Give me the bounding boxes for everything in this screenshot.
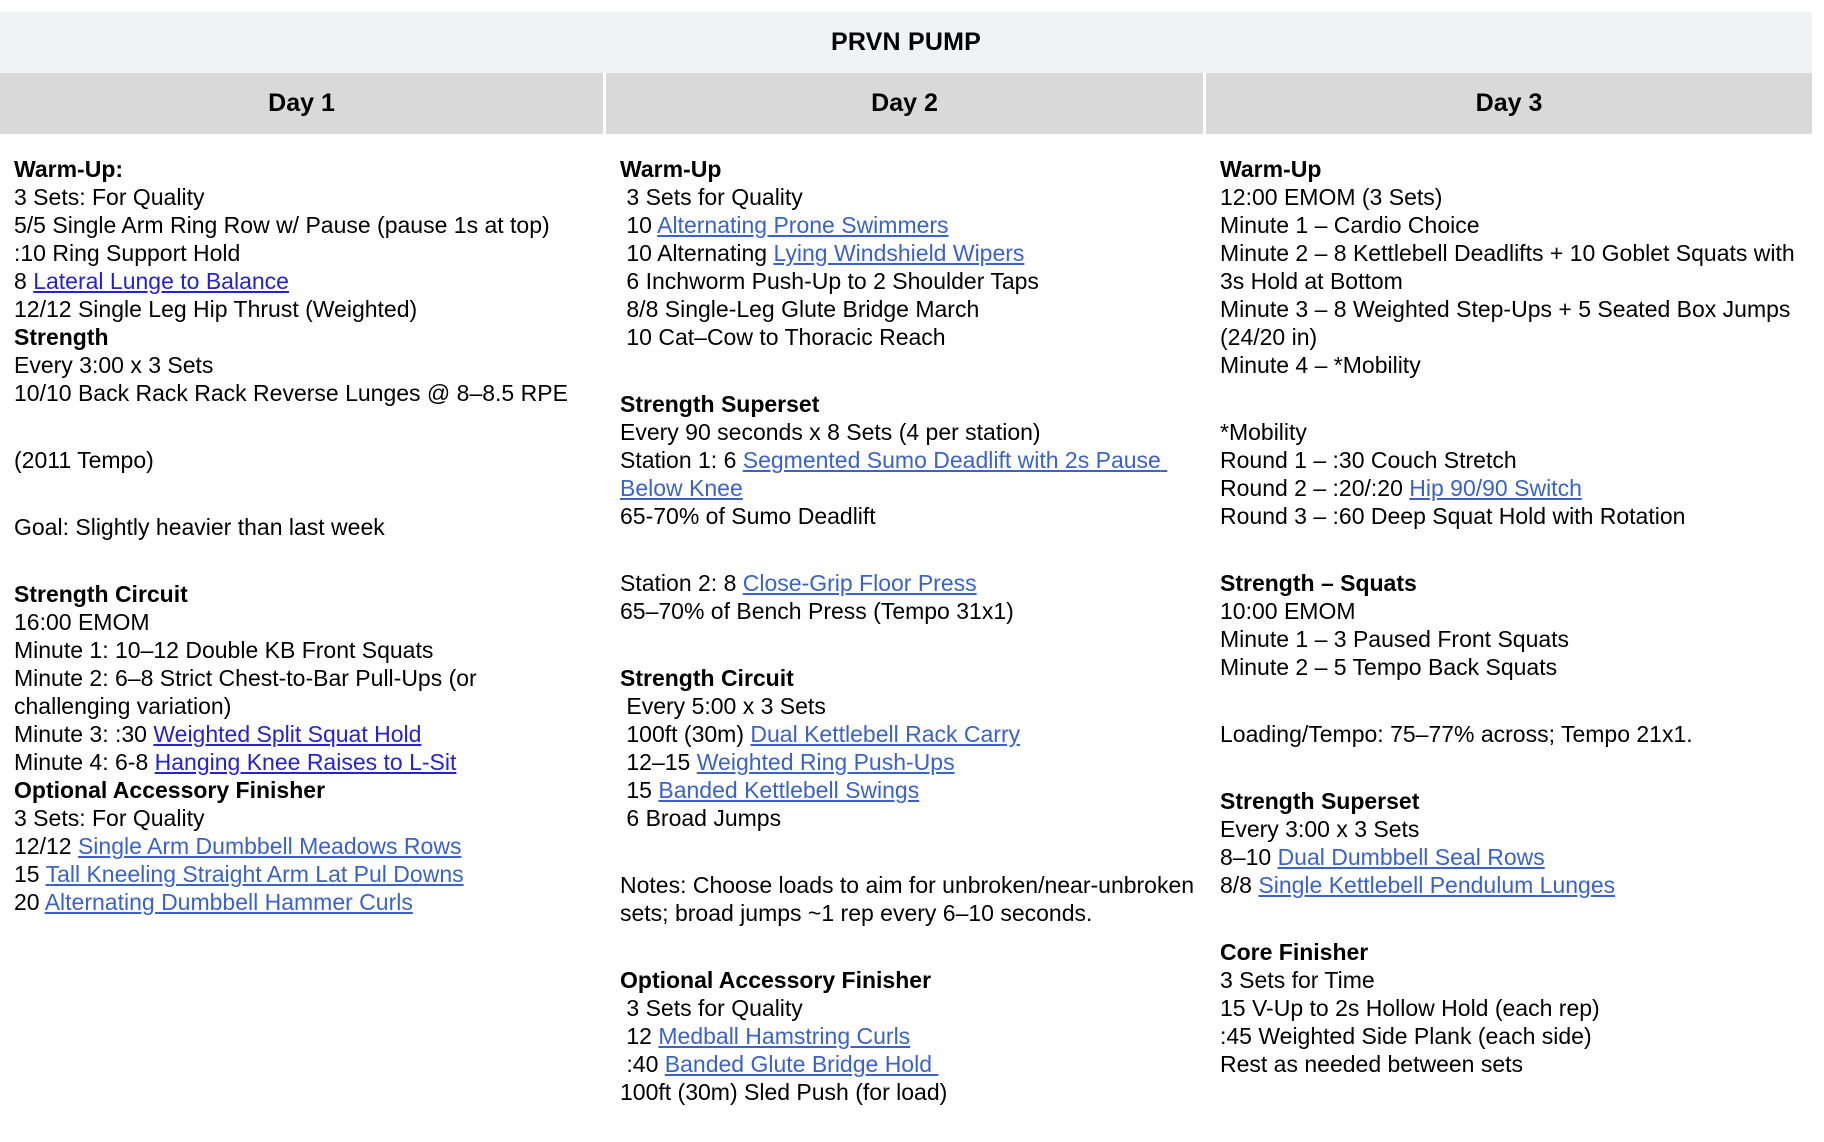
program-text: 10 Alternating: [620, 240, 774, 266]
program-line: [1220, 295, 1804, 351]
program-line: [1220, 597, 1804, 625]
day-header-row: [0, 73, 1812, 134]
program-text: Round 2 – :20/:20: [1220, 475, 1410, 501]
spacer: [14, 541, 595, 580]
day-2-header: Day 2: [606, 73, 1203, 134]
spacer: [620, 832, 1195, 871]
program-line: [1220, 211, 1804, 239]
program-text: 10:00 EMOM: [1220, 598, 1356, 624]
spacer: [1220, 748, 1804, 787]
program-line: [14, 608, 595, 636]
program-text: Minute 2 – 8 Kettlebell Deadlifts + 10 Goblet Squats with 3s Hold at Bottom: [1220, 240, 1802, 294]
spacer: [14, 474, 595, 513]
program-line: [14, 446, 595, 474]
link-close-grip-floor-press[interactable]: Close-Grip Floor Press: [742, 570, 977, 596]
program-text: Minute 4: 6-8: [14, 749, 155, 775]
link-hip-90-90-switch[interactable]: Hip 90/90 Switch: [1409, 475, 1582, 501]
program-text: 100ft (30m) Sled Push (for load): [620, 1079, 948, 1105]
program-line: [14, 888, 595, 916]
program-text: :45 Weighted Side Plank (each side): [1220, 1023, 1592, 1049]
program-text: 12:00 EMOM (3 Sets): [1220, 184, 1443, 210]
program-text: Station 1: 6: [620, 447, 743, 473]
program-text: Minute 2: 6–8 Strict Chest-to-Bar Pull-Ups (or challenging variation): [14, 665, 484, 719]
section-heading: Strength Superset: [620, 391, 820, 417]
program-line: [620, 597, 1195, 625]
program-text: 6 Broad Jumps: [620, 805, 782, 831]
program-text: 12–15: [620, 749, 697, 775]
program-line: [14, 513, 595, 541]
section-heading: Optional Accessory Finisher: [14, 777, 326, 803]
program-text: Station 2: 8: [620, 570, 743, 596]
link-dual-kettlebell-rack-carry[interactable]: Dual Kettlebell Rack Carry: [750, 721, 1021, 747]
program-line: [14, 351, 595, 379]
program-line: [620, 1050, 1195, 1078]
program-line: [620, 323, 1195, 351]
program-text: Loading/Tempo: 75–77% across; Tempo 21x1.: [1220, 721, 1693, 747]
spacer: [620, 530, 1195, 569]
program-line: [14, 636, 595, 664]
program-line: [14, 183, 595, 211]
section-heading: Warm-Up:: [14, 156, 124, 182]
program-text: Minute 1: 10–12 Double KB Front Squats: [14, 637, 434, 663]
program-text: Goal: Slightly heavier than last week: [14, 514, 385, 540]
section-heading: Warm-Up: [1220, 156, 1322, 182]
program-text: 8/8 Single-Leg Glute Bridge March: [620, 296, 980, 322]
program-line: [620, 994, 1195, 1022]
section-heading: Optional Accessory Finisher: [620, 967, 932, 993]
program-text: 16:00 EMOM: [14, 609, 150, 635]
program-text: :40: [620, 1051, 665, 1077]
program-text: 12/12 Single Leg Hip Thrust (Weighted): [14, 296, 418, 322]
program-line: [620, 418, 1195, 446]
program-text: Rest as needed between sets: [1220, 1051, 1524, 1077]
program-line: [14, 720, 595, 748]
program-line: [1220, 569, 1804, 597]
program-title: PRVN PUMP: [0, 12, 1812, 73]
program-text: Notes: Choose loads to aim for unbroken/near-unbroken sets; broad jumps ~1 rep every 6–10 seconds.: [620, 872, 1201, 926]
program-line: [620, 239, 1195, 267]
program-text: 15: [14, 861, 46, 887]
program-text: 20: [14, 889, 45, 915]
program-line: [620, 502, 1195, 530]
link-alternating-prone-swimmers[interactable]: Alternating Prone Swimmers: [657, 212, 949, 238]
program-text: Every 5:00 x 3 Sets: [620, 693, 826, 719]
program-line: [1220, 239, 1804, 295]
program-text: 6 Inchworm Push-Up to 2 Shoulder Taps: [620, 268, 1039, 294]
program-text: 12: [620, 1023, 659, 1049]
spacer: [1220, 530, 1804, 569]
link-lying-windshield-wipers[interactable]: Lying Windshield Wipers: [773, 240, 1025, 266]
program-line: [14, 323, 595, 351]
program-line: [1220, 787, 1804, 815]
link-banded-glute-bridge-hold[interactable]: Banded Glute Bridge Hold: [664, 1051, 939, 1077]
section-heading: Strength – Squats: [1220, 570, 1417, 596]
spacer: [1220, 379, 1804, 418]
program-line: [1220, 653, 1804, 681]
program-line: [620, 748, 1195, 776]
program-text: 100ft (30m): [620, 721, 751, 747]
program-line: [620, 871, 1201, 927]
program-line: [1220, 815, 1804, 843]
link-hanging-knee-raises-to-l-sit[interactable]: Hanging Knee Raises to L-Sit: [154, 749, 457, 775]
program-text: 3 Sets for Quality: [620, 995, 803, 1021]
program-line: [620, 569, 1195, 597]
program-line: [1220, 938, 1804, 966]
program-line: [14, 580, 595, 608]
program-text: :10 Ring Support Hold: [14, 240, 241, 266]
program-text: Every 3:00 x 3 Sets: [14, 352, 214, 378]
program-text: 3 Sets for Time: [1220, 967, 1375, 993]
link-alternating-dumbbell-hammer-curls[interactable]: Alternating Dumbbell Hammer Curls: [44, 889, 413, 915]
section-heading: Strength Superset: [1220, 788, 1420, 814]
spacer: [620, 351, 1195, 390]
program-line: [1220, 502, 1804, 530]
spacer: [1220, 681, 1804, 720]
day-3-content: [1206, 134, 1812, 1078]
program-text: 8/8: [1220, 872, 1259, 898]
program-text: Minute 3: :30: [14, 721, 154, 747]
program-line: [14, 267, 595, 295]
spacer: [1220, 899, 1804, 938]
program-line: [1220, 418, 1804, 446]
program-line: [620, 446, 1195, 502]
link-banded-kettlebell-swings[interactable]: Banded Kettlebell Swings: [658, 777, 920, 803]
program-line: [620, 390, 1195, 418]
program-line: [1220, 183, 1804, 211]
program-line: [1220, 155, 1804, 183]
program-line: [1220, 843, 1804, 871]
program-text: 65–70% of Bench Press (Tempo 31x1): [620, 598, 1014, 624]
program-text: 12/12: [14, 833, 78, 859]
day-1-content: [0, 134, 603, 916]
program-line: [14, 860, 595, 888]
day-2-content: [606, 134, 1203, 1106]
program-text: 10 Cat–Cow to Thoracic Reach: [620, 324, 946, 350]
program-content: [0, 134, 1812, 1106]
link-weighted-split-squat-hold[interactable]: Weighted Split Squat Hold: [153, 721, 422, 747]
section-heading: Warm-Up: [620, 156, 722, 182]
program-line: [1220, 474, 1804, 502]
link-single-kettlebell-pendulum-lunges[interactable]: Single Kettlebell Pendulum Lunges: [1258, 872, 1616, 898]
program-text: 10/10 Back Rack Rack Reverse Lunges @ 8–8.5 RPE: [14, 380, 568, 406]
program-line: [1220, 1050, 1804, 1078]
link-single-arm-dumbbell-meadows-rows[interactable]: Single Arm Dumbbell Meadows Rows: [77, 833, 462, 859]
program-line: [620, 1022, 1195, 1050]
program-line: [1220, 871, 1804, 899]
link-weighted-ring-push-ups[interactable]: Weighted Ring Push-Ups: [696, 749, 955, 775]
program-line: [620, 804, 1195, 832]
program-text: (2011 Tempo): [14, 447, 154, 473]
program-line: [14, 211, 595, 239]
program-line: [14, 379, 595, 407]
program-line: [620, 664, 1195, 692]
program-line: [1220, 1022, 1804, 1050]
program-line: [620, 155, 1195, 183]
program-line: [620, 183, 1195, 211]
program-line: [14, 748, 595, 776]
program-text: Round 1 – :30 Couch Stretch: [1220, 447, 1517, 473]
program-line: [14, 295, 595, 323]
program-line: [1220, 994, 1804, 1022]
link-tall-kneeling-straight-arm-lat-pul-downs[interactable]: Tall Kneeling Straight Arm Lat Pul Downs: [45, 861, 464, 887]
day-3-header: Day 3: [1206, 73, 1812, 134]
program-text: *Mobility: [1220, 419, 1307, 445]
link-medball-hamstring-curls[interactable]: Medball Hamstring Curls: [658, 1023, 911, 1049]
program-line: [14, 155, 595, 183]
program-text: Minute 2 – 5 Tempo Back Squats: [1220, 654, 1558, 680]
section-heading: Strength: [14, 324, 109, 350]
link-lateral-lunge-to-balance[interactable]: Lateral Lunge to Balance: [33, 268, 289, 294]
program-line: [620, 720, 1195, 748]
program-line: [620, 1078, 1195, 1106]
program-line: [14, 804, 595, 832]
program-text: Minute 4 – *Mobility: [1220, 352, 1421, 378]
program-text: Minute 3 – 8 Weighted Step-Ups + 5 Seated Box Jumps (24/20 in): [1220, 296, 1797, 350]
program-text: 15 V-Up to 2s Hollow Hold (each rep): [1220, 995, 1600, 1021]
program-line: [620, 211, 1195, 239]
program-line: [1220, 446, 1804, 474]
spacer: [620, 625, 1195, 664]
program-text: 3 Sets for Quality: [620, 184, 803, 210]
section-heading: Strength Circuit: [14, 581, 188, 607]
program-text: 10: [620, 212, 658, 238]
program-text: Every 90 seconds x 8 Sets (4 per station): [620, 419, 1041, 445]
program-text: 15: [620, 777, 659, 803]
program-line: [620, 295, 1195, 323]
program-line: [1220, 351, 1804, 379]
program-text: Every 3:00 x 3 Sets: [1220, 816, 1420, 842]
program-line: [620, 966, 1195, 994]
program-line: [14, 664, 595, 720]
program-line: [1220, 966, 1804, 994]
program-line: [1220, 625, 1804, 653]
program-line: [620, 267, 1195, 295]
section-heading: Strength Circuit: [620, 665, 794, 691]
program-line: [14, 239, 595, 267]
program-line: [620, 776, 1195, 804]
link-dual-dumbbell-seal-rows[interactable]: Dual Dumbbell Seal Rows: [1277, 844, 1545, 870]
program-text: Round 3 – :60 Deep Squat Hold with Rotation: [1220, 503, 1686, 529]
program-text: 8: [14, 268, 34, 294]
program-text: Minute 1 – 3 Paused Front Squats: [1220, 626, 1570, 652]
spacer: [14, 407, 595, 446]
program-line: [1220, 720, 1804, 748]
program-text: 3 Sets: For Quality: [14, 184, 205, 210]
program-line: [14, 776, 595, 804]
program-text: 5/5 Single Arm Ring Row w/ Pause (pause 1s at top): [14, 212, 550, 238]
link-segmented-sumo-deadlift-with-2s-pause-below-knee[interactable]: Segmented Sumo Deadlift with 2s Pause Below Knee: [620, 447, 1168, 501]
day-1-header: Day 1: [0, 73, 603, 134]
program-text: 3 Sets: For Quality: [14, 805, 205, 831]
program-text: 8–10: [1220, 844, 1278, 870]
program-line: [14, 832, 595, 860]
program-text: 65-70% of Sumo Deadlift: [620, 503, 876, 529]
section-heading: Core Finisher: [1220, 939, 1369, 965]
program-text: Minute 1 – Cardio Choice: [1220, 212, 1480, 238]
program-line: [620, 692, 1195, 720]
spacer: [620, 927, 1195, 966]
